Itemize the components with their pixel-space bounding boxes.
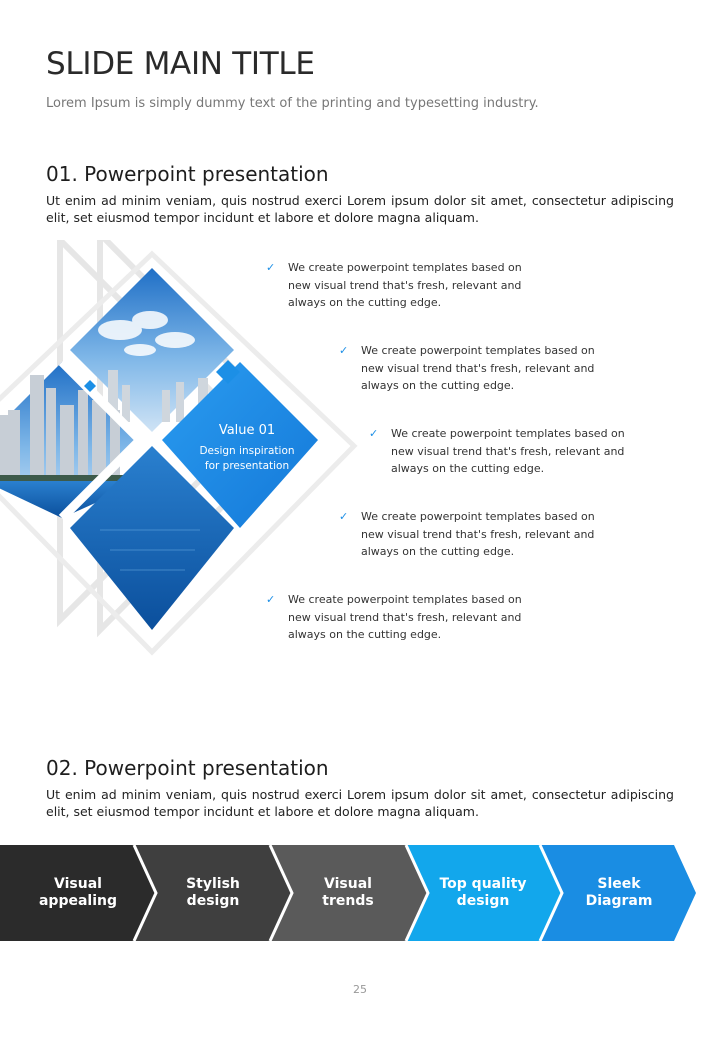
check-icon: ✓ [339, 510, 349, 523]
value-subtitle-1: Design inspiration [199, 445, 295, 457]
process-chevrons [0, 845, 720, 941]
bullet-text-4: We create powerpoint templates based on new visual trend that's fresh, relevant and always on the cutting edge. [361, 510, 595, 558]
bullet-text-2: We create powerpoint templates based on new visual trend that's fresh, relevant and always on the cutting edge. [361, 344, 595, 392]
bullet-text-5: We create powerpoint templates based on new visual trend that's fresh, relevant and always on the cutting edge. [288, 593, 522, 641]
step-label-5: Sleek Diagram [585, 876, 653, 909]
check-icon: ✓ [339, 344, 349, 357]
bullet-text-3: We create powerpoint templates based on new visual trend that's fresh, relevant and always on the cutting edge. [391, 427, 625, 475]
page-number: 25 [353, 983, 367, 996]
section1-body: Ut enim ad minim veniam, quis nostrud exerci Lorem ipsum dolor sit amet, consectetur adipiscing elit, set eiusmod tempor incidunt et labore et dolore magna aliquam. [46, 193, 674, 225]
bullet-item-5 [266, 591, 538, 644]
page-title: SLIDE MAIN TITLE [46, 46, 315, 82]
value-subtitle-2: for presentation [204, 460, 290, 472]
bullet-item-2 [339, 342, 611, 395]
bullet-item-1 [266, 259, 538, 312]
value-card [180, 423, 314, 474]
step-label-4: Top quality design [439, 876, 527, 909]
bullet-item-4 [339, 508, 611, 561]
section1-title: 01. Powerpoint presentation [46, 162, 329, 186]
page-subtitle: Lorem Ipsum is simply dummy text of the printing and typesetting industry. [46, 96, 539, 111]
section2-body: Ut enim ad minim veniam, quis nostrud exerci Lorem ipsum dolor sit amet, consectetur adipiscing elit, set eiusmod tempor incidunt et labore et dolore magna aliquam. [46, 787, 674, 819]
bullet-text-1: We create powerpoint templates based on new visual trend that's fresh, relevant and always on the cutting edge. [288, 261, 522, 309]
section2-title: 02. Powerpoint presentation [46, 756, 329, 780]
check-icon: ✓ [369, 427, 379, 440]
bullet-item-3 [369, 425, 641, 478]
value-title: Value 01 [218, 423, 276, 438]
check-icon: ✓ [266, 261, 276, 274]
step-label-3: Visual trends [322, 876, 374, 909]
check-icon: ✓ [266, 593, 276, 606]
step-label-2: Stylish design [186, 876, 240, 909]
step-label-1: Visual appealing [38, 876, 118, 909]
